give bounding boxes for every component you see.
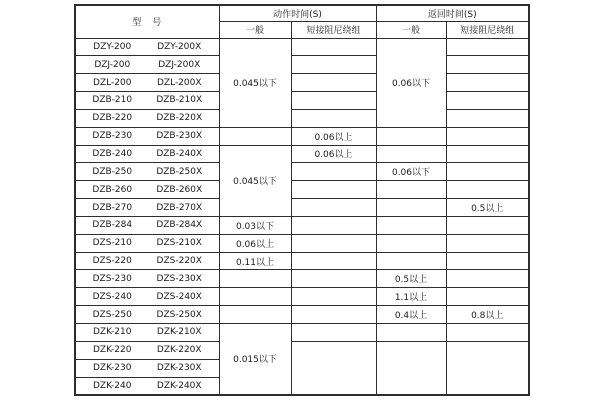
model-cell [75,181,219,199]
return-general-cell: 1.1以上 [376,288,446,306]
model-cell [75,56,219,74]
model-name-primary: DZB-210 [92,95,133,106]
model-name-primary: DZY-200 [93,41,132,52]
model-name-variant: DZS-230X [156,273,202,284]
return-general-cell [376,216,446,234]
action-general-cell [219,288,291,306]
subheader-action-general: 一般 [219,21,291,38]
model-name-variant: DZS-210X [156,238,202,249]
return-general-cell [376,199,446,217]
model-cell [75,127,219,145]
model-cell [75,109,219,127]
header-action-time: 动作时间(S) [219,5,376,21]
action-damped-cell: 0.06以上 [291,145,376,163]
table-row [75,270,529,288]
model-cell [75,252,219,270]
model-name-primary: DZB-270 [92,202,133,213]
model-cell [75,92,219,110]
action-damped-cell [291,163,376,181]
return-damped-cell [446,324,529,342]
action-general-cell: 0.03以下 [219,216,291,234]
return-damped-cell [446,127,529,145]
model-name-primary: DZK-230 [93,363,132,374]
subheader-return-damped: 短接阻尼绕组 [446,21,529,38]
model-cell [75,359,219,377]
table-row [75,109,529,127]
subheader-action-damped: 短接阻尼绕组 [291,21,376,38]
return-damped-cell [446,270,529,288]
model-name-primary: DZJ-200 [94,59,131,70]
model-name-variant: DZB-220X [156,113,203,124]
return-damped-cell [446,38,529,56]
action-damped-cell [291,56,376,74]
action-general-cell [219,270,291,288]
table-row [75,127,529,145]
model-name-variant: DZB-270X [156,202,203,213]
model-name-primary: DZS-220 [92,256,132,267]
model-name-primary: DZS-210 [92,238,132,249]
table-row [75,199,529,217]
table-row [75,38,529,56]
return-general-cell [376,181,446,199]
model-name-variant: DZB-284X [156,220,203,231]
action-general-cell: 0.06以上 [219,234,291,252]
return-general-cell [376,145,446,163]
model-cell [75,306,219,324]
model-name-variant: DZB-230X [156,131,203,142]
return-damped-cell [446,163,529,181]
model-name-variant: DZK-210X [156,327,202,338]
model-name-primary: DZB-230 [92,131,133,142]
return-general-cell: 0.4以上 [376,306,446,324]
action-damped-cell [291,324,376,342]
model-name-variant: DZB-210X [156,95,203,106]
model-name-variant: DZK-240X [156,380,202,391]
return-damped-cell: 0.5以上 [446,199,529,217]
action-damped-cell [291,270,376,288]
model-name-primary: DZB-240 [92,148,133,159]
model-name-variant: DZK-230X [156,363,202,374]
model-name-primary: DZB-250 [92,166,133,177]
model-name-variant: DZB-250X [156,166,203,177]
return-damped-cell [446,216,529,234]
model-name-primary: DZB-220 [92,113,133,124]
model-name-primary: DZB-260 [92,184,133,195]
action-damped-cell [291,216,376,234]
table-row [75,288,529,306]
model-name-primary: DZB-284 [92,220,133,231]
model-name-variant: DZB-260X [156,184,203,195]
return-general-cell: 0.5以上 [376,270,446,288]
return-damped-cell [446,145,529,163]
return-damped-cell [446,252,529,270]
header-model: 型 号 [75,5,219,38]
action-general-cell: 0.015以下 [219,324,291,395]
model-cell [75,270,219,288]
return-damped-cell [446,92,529,110]
table-row [75,341,529,359]
action-damped-cell [291,288,376,306]
action-damped-cell [291,199,376,217]
table-row [75,92,529,110]
action-damped-cell [291,234,376,252]
model-name-variant: DZJ-200X [158,59,201,70]
action-damped-cell [291,341,376,395]
action-damped-cell [291,181,376,199]
return-damped-cell [446,234,529,252]
model-name-variant: DZL-200X [156,77,202,88]
model-name-primary: DZS-240 [92,291,132,302]
return-general-cell: 0.06以下 [376,38,446,127]
return-general-cell [376,252,446,270]
action-damped-cell [291,306,376,324]
model-name-primary: DZK-210 [93,327,132,338]
action-general-cell: 0.11以上 [219,252,291,270]
table-row [75,252,529,270]
model-cell [75,163,219,181]
return-damped-cell [446,56,529,74]
return-damped-cell [446,181,529,199]
model-name-primary: DZK-240 [93,380,132,391]
table-row [75,324,529,342]
model-name-variant: DZS-220X [156,256,202,267]
action-damped-cell [291,109,376,127]
table-row [75,163,529,181]
subheader-return-general: 一般 [376,21,446,38]
model-cell [75,145,219,163]
relay-timing-table [74,4,530,396]
model-name-primary: DZK-220 [93,345,132,356]
model-name-primary: DZS-250 [92,309,132,320]
action-general-cell [219,127,291,145]
model-cell [75,234,219,252]
model-cell [75,341,219,359]
action-general-cell: 0.045以下 [219,38,291,127]
action-damped-cell [291,252,376,270]
action-general-cell [219,306,291,324]
table-row [75,234,529,252]
return-general-cell [376,127,446,145]
action-general-cell: 0.045以下 [219,145,291,216]
model-cell [75,324,219,342]
return-damped-cell [446,288,529,306]
model-name-variant: DZK-220X [156,345,202,356]
table-row [75,145,529,163]
action-damped-cell [291,74,376,92]
table-row [75,306,529,324]
action-damped-cell [291,92,376,110]
return-damped-cell [446,109,529,127]
return-general-cell: 0.06以下 [376,163,446,181]
model-name-primary: DZS-230 [92,273,132,284]
model-name-primary: DZL-200 [93,77,132,88]
model-name-variant: DZB-240X [156,148,203,159]
return-general-cell [376,324,446,342]
action-damped-cell: 0.06以上 [291,127,376,145]
return-general-cell [376,234,446,252]
model-name-variant: DZS-250X [156,309,202,320]
model-name-variant: DZY-200X [157,41,202,52]
header-return-time: 返回时间(S) [376,5,529,21]
action-damped-cell [291,38,376,56]
model-cell [75,74,219,92]
model-cell [75,199,219,217]
table-row [75,181,529,199]
table-row [75,74,529,92]
model-cell [75,288,219,306]
return-damped-cell: 0.8以上 [446,306,529,324]
model-cell [75,216,219,234]
return-general-cell [376,341,446,395]
table-row [75,216,529,234]
model-name-variant: DZS-240X [156,291,202,302]
model-cell [75,377,219,395]
return-damped-cell [446,74,529,92]
return-damped-cell [446,341,529,395]
spec-table-container [74,4,530,396]
model-cell [75,38,219,56]
table-row [75,56,529,74]
